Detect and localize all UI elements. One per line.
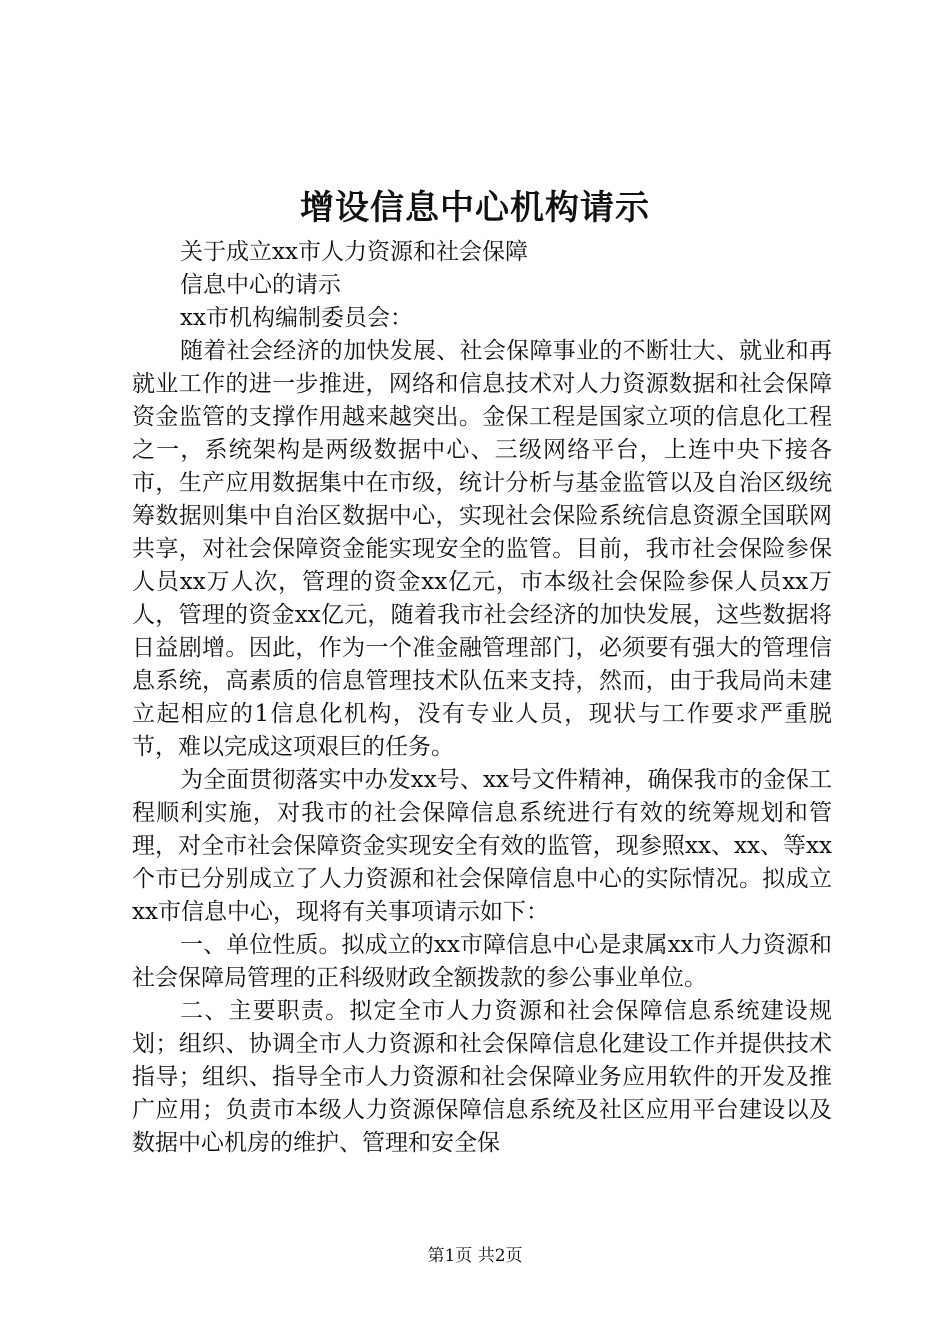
subject-line-2: 信息中心的请示 — [180, 272, 341, 298]
paragraph-unit-nature: 一、单位性质。拟成立的xx市障信息中心是隶属xx市人力资源和社会保障局管理的正科级财政全额拨款的参公事业单位。 — [132, 932, 832, 991]
document-body — [132, 236, 832, 1160]
subject-line-1: 关于成立xx市人力资源和社会保障 — [180, 239, 528, 265]
paragraph-background: 随着社会经济的加快发展、社会保障事业的不断壮大、就业和再就业工作的进一步推进，网络和信息技术对人力资源数据和社会保障资金监管的支撑作用越来越突出。金保工程是国家立项的信息化工程之一，系统架构是两级数据中心、三级网络平台，上连中央下接各市，生产应用数据集中在市级，统计分析与基金监管以及自治区级统筹数据则集中自治区数据中心，实现社会保险系统信息资源全国联网共享，对社会保障资金能实现安全的监管。目前，我市社会保险参保人员xx万人次，管理的资金xx亿元，市本级社会保险参保人员xx万人，管理的资金xx亿元，随着我市社会经济的加快发展，这些数据将日益剧增。因此，作为一个准金融管理部门，必须要有强大的管理信息系统，高素质的信息管理技术队伍来支持，然而，由于我局尚未建立起相应的1信息化机构，没有专业人员，现状与工作要求严重脱节，难以完成这项艰巨的任务。 — [132, 338, 832, 760]
page-footer: 第1页 共2页 — [427, 1246, 523, 1266]
salutation: xx市机构编制委员会： — [180, 305, 413, 331]
paragraph-main-duties: 二、主要职责。拟定全市人力资源和社会保障信息系统建设规划；组织、协调全市人力资源和社会保障信息化建设工作并提供技术指导；组织、指导全市人力资源和社会保障业务应用软件的开发及推广应用；负责市本级人力资源保障信息系统及社区应用平台建设以及数据中心机房的维护、管理和安全保 — [132, 998, 832, 1156]
paragraph-purpose: 为全面贯彻落实中办发xx号、xx号文件精神，确保我市的金保工程顺利实施，对我市的社会保障信息系统进行有效的统筹规划和管理，对全市社会保障资金实现安全有效的监管，现参照xx、xx、等xx个市已分别成立了人力资源和社会保障信息中心的实际情况。拟成立xx市信息中心，现将有关事项请示如下： — [132, 767, 832, 925]
document-title: 增设信息中心机构请示 — [300, 188, 650, 228]
